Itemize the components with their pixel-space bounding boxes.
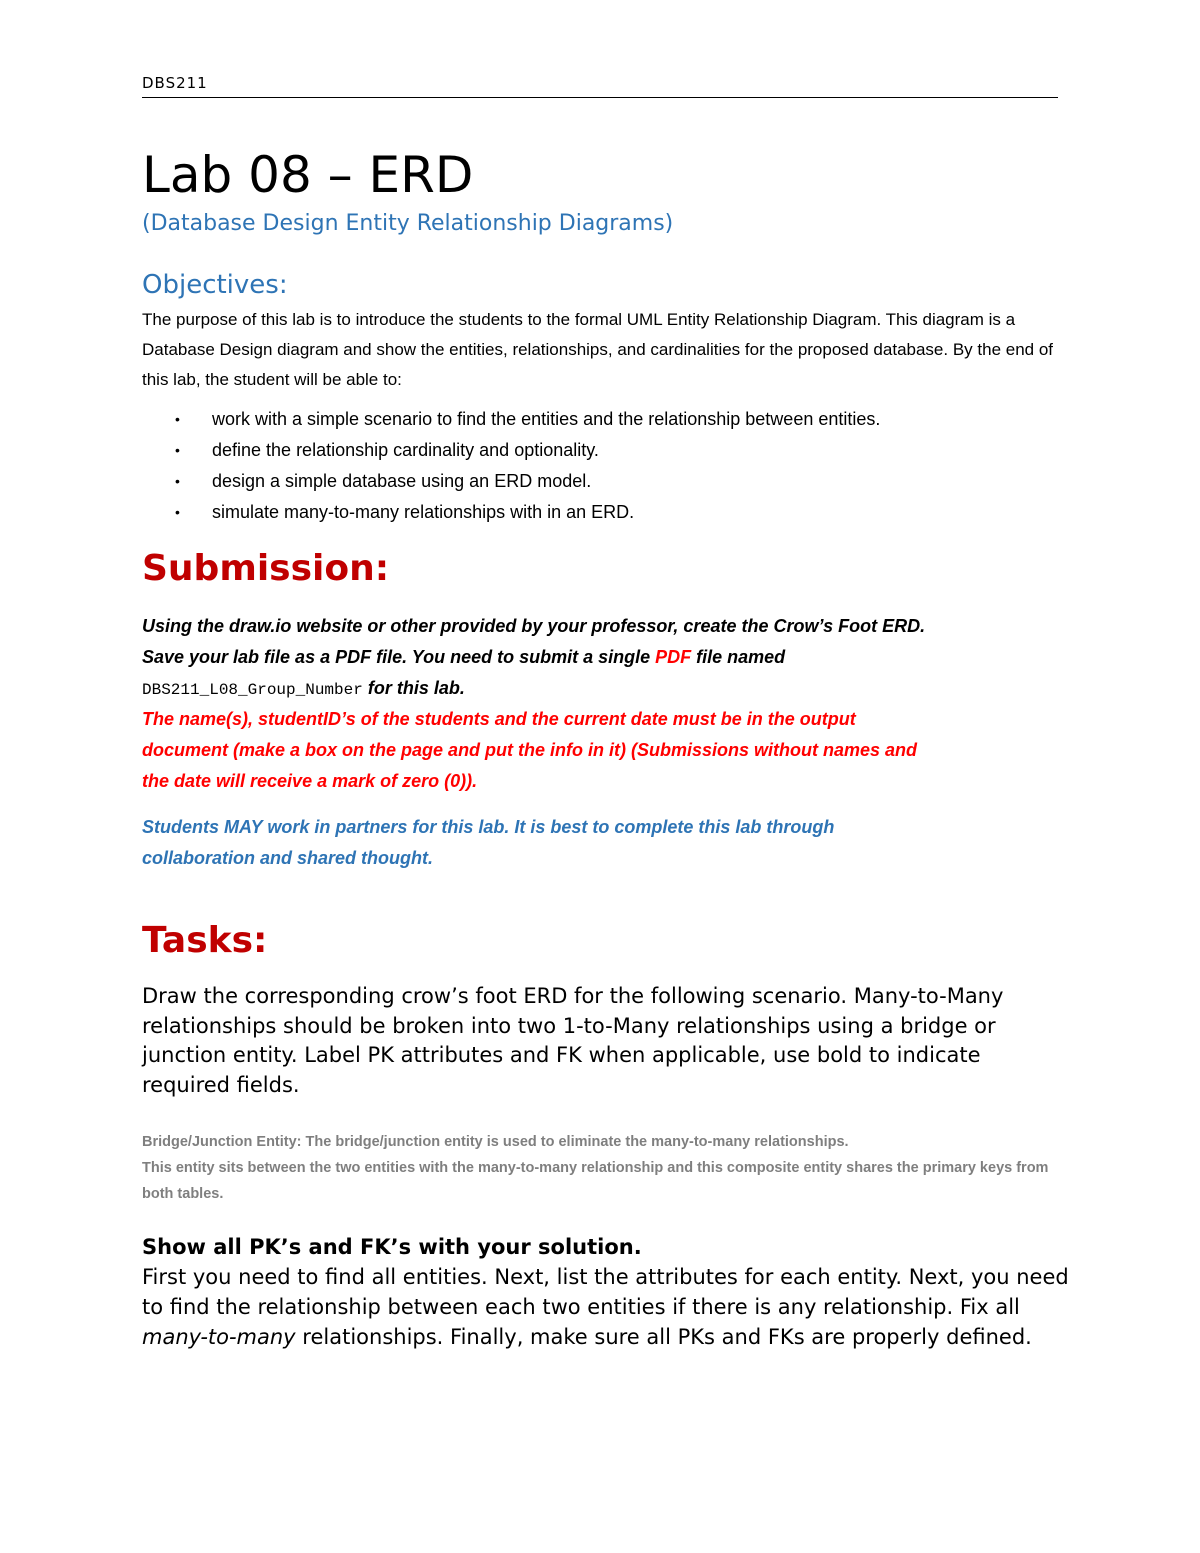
page-header-course-code: DBS211 xyxy=(142,74,208,92)
list-item xyxy=(142,466,1062,497)
list-item xyxy=(142,404,1062,435)
submission-line-2-pre: Save your lab file as a PDF file. You need to submit a single xyxy=(142,647,656,667)
submission-heading: Submission: xyxy=(142,548,390,589)
tasks-description: Draw the corresponding crow’s foot ERD for the following scenario. Many-to-Many relationships should be broken into two 1-to-Many relationships using a bridge or junction entity. Label PK attributes and FK when applicable, use bold to indicate required fields. xyxy=(142,984,1004,1097)
submission-line-3 xyxy=(142,673,1082,706)
bullet-icon: • xyxy=(175,504,180,520)
final-instructions-post: relationships. Finally, make sure all PKs and FKs are properly defined. xyxy=(295,1325,1032,1349)
submission-warning-line-2: document (make a box on the page and put the info in it) (Submissions without names and xyxy=(142,740,918,760)
submission-filename: DBS211_L08_Group_Number xyxy=(142,681,363,699)
header-divider xyxy=(142,97,1058,98)
submission-line-1: Using the draw.io website or other provided by your professor, create the Crow’s Foot ERD. xyxy=(142,616,926,636)
pdf-emphasis: PDF xyxy=(655,647,692,667)
final-instructions-pre: First you need to find all entities. Next, list the attributes for each entity. Next, you need to find the relationship between each two entities if there is any relationship. Fix all xyxy=(142,1265,1069,1319)
partners-note-line-2: collaboration and shared thought. xyxy=(142,848,434,868)
list-item xyxy=(142,435,1062,466)
submission-line-3-post: for this lab. xyxy=(362,678,465,698)
list-item-text: work with a simple scenario to find the entities and the relationship between entities. xyxy=(212,409,881,429)
final-instructions xyxy=(142,1262,1072,1352)
tasks-heading: Tasks: xyxy=(142,920,268,961)
bridge-note-line-1: Bridge/Junction Entity: The bridge/junction entity is used to eliminate the many-to-many relationships. xyxy=(142,1134,849,1150)
submission-line-2 xyxy=(142,642,1082,673)
list-item xyxy=(142,497,1062,528)
submission-warning-line-1: The name(s), studentID’s of the students and the current date must be in the output xyxy=(142,709,856,729)
submission-line-2-post: file named xyxy=(691,647,786,667)
document-title: Lab 08 – ERD xyxy=(142,146,474,204)
bullet-icon: • xyxy=(175,442,180,458)
objectives-heading: Objectives: xyxy=(142,270,288,300)
bridge-entity-note xyxy=(142,1129,1082,1207)
objectives-intro: The purpose of this lab is to introduce the students to the formal UML Entity Relationship Diagram. This diagram is a Database Design diagram and show the entities, relationships, and cardinalities for the proposed database. By the end of this lab, the student will be able to: xyxy=(142,310,1054,389)
list-item-text: design a simple database using an ERD model. xyxy=(212,471,592,491)
bullet-icon: • xyxy=(175,411,180,427)
bridge-note-line-2: This entity sits between the two entities with the many-to-many relationship and this composite entity shares the primary keys from both tables. xyxy=(142,1160,1049,1202)
list-item-text: simulate many-to-many relationships with in an ERD. xyxy=(212,502,635,522)
pk-fk-heading: Show all PK’s and FK’s with your solution. xyxy=(142,1235,642,1259)
submission-warning-line-3: the date will receive a mark of zero (0)). xyxy=(142,771,478,791)
partners-note-line-1: Students MAY work in partners for this lab. It is best to complete this lab through xyxy=(142,817,835,837)
many-to-many-emphasis: many-to-many xyxy=(142,1325,296,1349)
list-item-text: define the relationship cardinality and optionality. xyxy=(212,440,599,460)
objectives-list xyxy=(142,404,1062,528)
document-subtitle: (Database Design Entity Relationship Diagrams) xyxy=(142,211,674,236)
bullet-icon: • xyxy=(175,473,180,489)
